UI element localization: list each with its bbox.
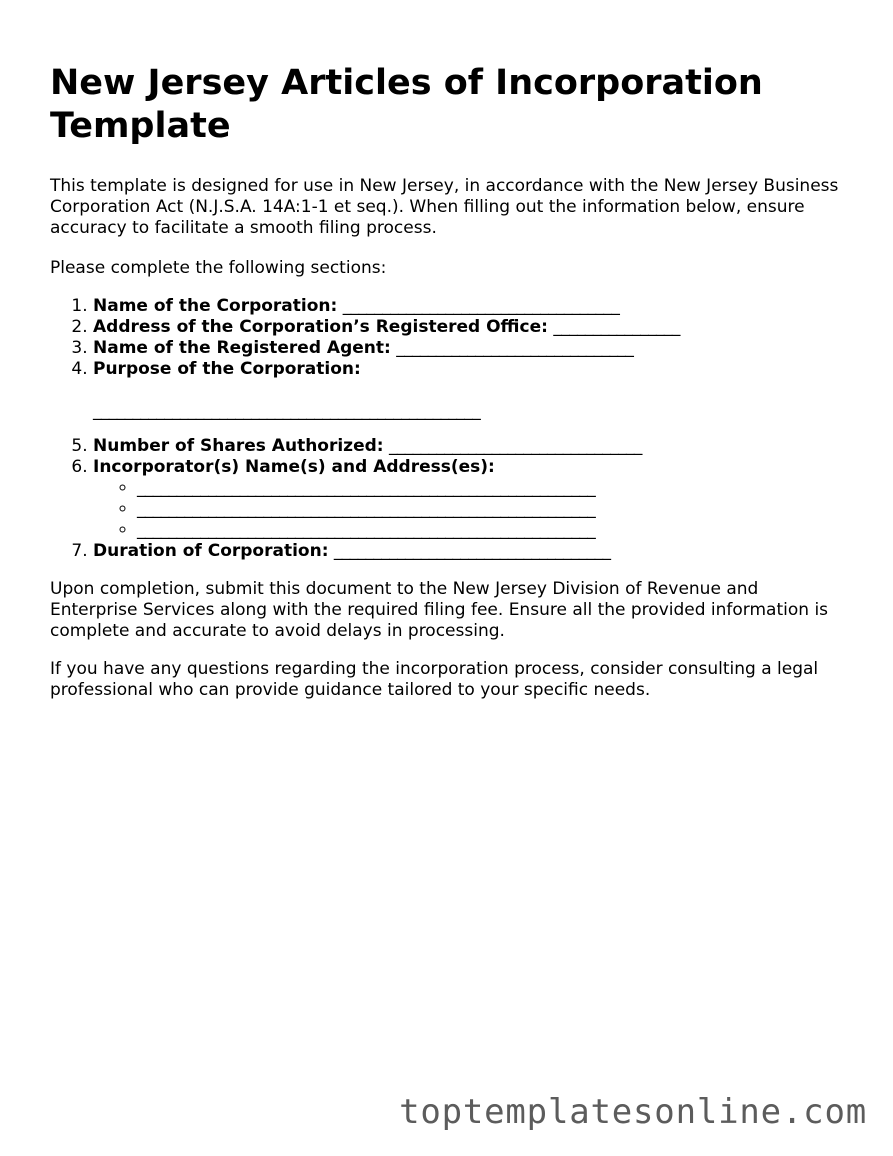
- list-item: [137, 478, 850, 499]
- field-duration: [93, 541, 850, 562]
- fill-in-blank[interactable]: ______________________________: [396, 338, 634, 358]
- field-registered-agent: [93, 338, 850, 359]
- fill-in-blank[interactable]: _________________________________________________: [93, 401, 481, 421]
- fill-in-blank[interactable]: ___________________________________: [342, 296, 620, 316]
- field-label: Purpose of the Corporation:: [93, 359, 361, 379]
- field-corporation-name: [93, 296, 850, 317]
- fill-in-blank[interactable]: ________________________________: [388, 436, 642, 456]
- list-item: [137, 520, 850, 541]
- incorporator-list: [93, 478, 850, 541]
- document-page: [50, 62, 850, 701]
- fill-in-blank[interactable]: __________________________________________________________: [137, 478, 596, 498]
- fill-in-blank[interactable]: __________________________________________________________: [137, 499, 596, 519]
- fill-in-blank[interactable]: __________________________________________________________: [137, 520, 596, 540]
- field-registered-office: [93, 317, 850, 338]
- advice-paragraph: If you have any questions regarding the incorporation process, consider consulting a legal professional who can provide guidance tailored to your specific needs.: [50, 659, 819, 700]
- field-label: Number of Shares Authorized:: [93, 436, 384, 456]
- closing-paragraph: Upon completion, submit this document to the New Jersey Division of Revenue and Enterprise Services along with the required filing fee. Ensure all the provided information is complete and accurate to avoid delays in processing.: [50, 579, 829, 641]
- field-purpose: [93, 359, 850, 422]
- watermark: toptemplatesonline.com: [399, 1092, 867, 1132]
- fill-in-blank[interactable]: ________________: [553, 317, 680, 337]
- field-label: Name of the Corporation:: [93, 296, 338, 316]
- field-label: Incorporator(s) Name(s) and Address(es):: [93, 457, 495, 477]
- intro-paragraph: This template is designed for use in New Jersey, in accordance with the New Jersey Business Corporation Act (N.J.S.A. 14A:1-1 et seq.). When filling out the information below, ensure accuracy to facilitate a smooth filing process.: [50, 176, 839, 238]
- document-title: New Jersey Articles of Incorporation Template: [50, 63, 763, 146]
- field-incorporators: [93, 457, 850, 541]
- form-fields-list: [50, 296, 850, 562]
- field-shares: [93, 436, 850, 457]
- field-label: Address of the Corporation’s Registered Office:: [93, 317, 548, 337]
- field-label: Name of the Registered Agent:: [93, 338, 391, 358]
- field-label: Duration of Corporation:: [93, 541, 329, 561]
- fill-in-blank[interactable]: ___________________________________: [333, 541, 611, 561]
- list-item: [137, 499, 850, 520]
- instruction-text: Please complete the following sections:: [50, 258, 387, 278]
